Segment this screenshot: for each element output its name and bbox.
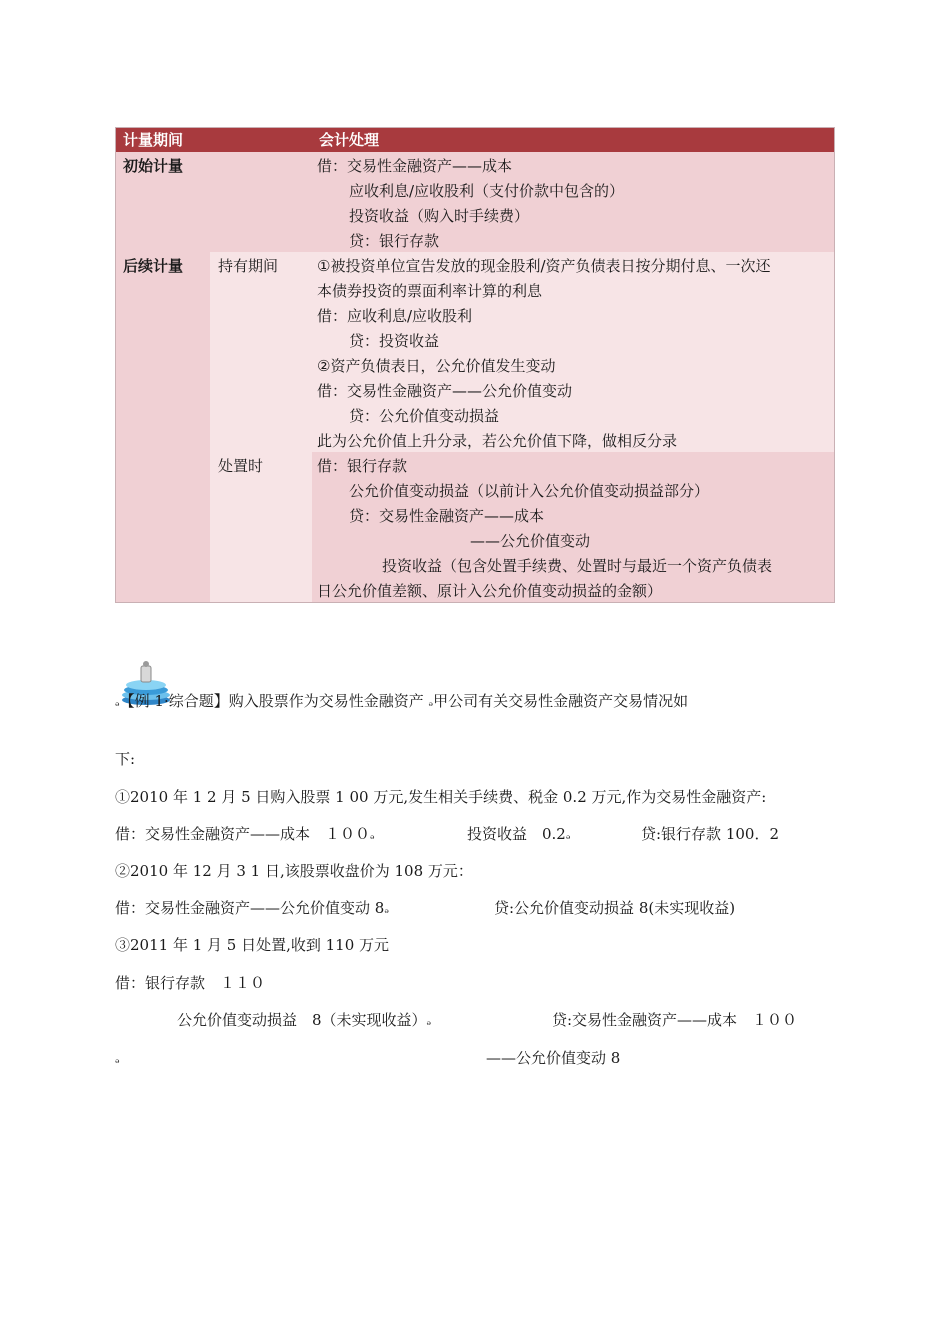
- paragraph-mark-line: [115, 1048, 120, 1069]
- disposal-line: 借：银行存款: [317, 457, 408, 475]
- paragraph-mark: ₔ: [565, 828, 571, 842]
- initial-line: 借：交易性金融资产——成本: [317, 157, 513, 175]
- step-3-text: ③2011 年 1 月 5 日处置,收到 110 万元: [115, 936, 390, 954]
- example-title-cont: 下:: [115, 750, 136, 768]
- holding-line: 贷：公允价值变动损益: [349, 407, 500, 425]
- disposal-label: 处置时: [218, 457, 264, 475]
- holding-line: 此为公允价值上升分录，若公允价值下降，做相反分录: [317, 432, 678, 450]
- entry-2-credit: 贷:公允价值变动损益 8(未实现收益): [494, 899, 736, 917]
- example-title-line: [115, 691, 688, 712]
- entry-1-credit: 贷:银行存款 100．2: [641, 825, 779, 843]
- paragraph-mark: ₔ: [426, 1014, 432, 1028]
- initial-measurement-label: 初始计量: [123, 157, 184, 175]
- paragraph-mark: ₔ: [428, 695, 434, 709]
- initial-line: 贷：银行存款: [349, 232, 440, 250]
- paragraph-mark: ₔ: [370, 828, 375, 842]
- accounting-table: [115, 127, 835, 603]
- holding-line: ②资产负债表日，公允价值发生变动: [317, 357, 556, 375]
- holding-line: ①被投资单位宣告发放的现金股利/资产负债表日按分期付息、一次还: [317, 257, 771, 275]
- disposal-line: 公允价值变动损益（以前计入公允价值变动损益部分）: [349, 482, 710, 500]
- disposal-line: 投资收益（包含处置手续费、处置时与最近一个资产负债表: [382, 557, 773, 575]
- header-treatment: 会计处理: [319, 131, 380, 149]
- holding-period-label: 持有期间: [218, 257, 279, 275]
- example-title-a: 【例 1·综合题】购入股票作为交易性金融资产: [119, 692, 429, 710]
- holding-line: 借：交易性金融资产——公允价值变动: [317, 382, 573, 400]
- entry-3-debit: 借：银行存款 １１０: [115, 974, 266, 992]
- entry-3-credit: 贷:交易性金融资产——成本 １００: [552, 1011, 798, 1029]
- table-header: [116, 128, 834, 152]
- step-1-text: ①2010 年 1 2 月 5 日购入股票 1 00 万元,发生相关手续费、税金 0.2 万元,作为交易性金融资产:: [115, 788, 767, 806]
- paragraph-mark: ₔ: [115, 695, 120, 709]
- entry-3-fv-loss: 公允价值变动损益 8（未实现收益）ₔ: [177, 1011, 432, 1029]
- example-title-b: 甲公司有关交易性金融资产交易情况如: [433, 692, 689, 710]
- holding-line: 借：应收利息/应收股利: [317, 307, 473, 325]
- entry-1-debit: 借：交易性金融资产——成本 １００ₔ: [115, 825, 375, 843]
- step-2-text: ②2010 年 12 月 3 1 日,该股票收盘价为 108 万元：: [115, 862, 473, 880]
- initial-line: 投资收益（购入时手续费）: [349, 207, 530, 225]
- holding-line: 贷：投资收益: [349, 332, 440, 350]
- paragraph-mark: ₔ: [115, 1052, 120, 1066]
- paragraph-mark: ₔ: [384, 902, 389, 916]
- disposal-line: 贷：交易性金融资产——成本: [349, 507, 545, 525]
- disposal-line: 日公允价值差额、原计入公允价值变动损益的金额）: [317, 582, 663, 600]
- entry-1-investment: 投资收益 0.2ₔ: [467, 825, 571, 843]
- subsequent-measurement-label: 后续计量: [123, 257, 184, 275]
- header-period: 计量期间: [123, 131, 184, 149]
- holding-line: 本债券投资的票面利率计算的利息: [317, 282, 543, 300]
- initial-line: 应收利息/应收股利（支付价款中包含的）: [349, 182, 625, 200]
- disposal-line: ——公允价值变动: [470, 532, 591, 550]
- entry-3-credit-fv: ——公允价值变动 8: [486, 1049, 621, 1067]
- subsequent-label-band: [116, 252, 210, 602]
- entry-2-debit: 借：交易性金融资产——公允价值变动 8ₔ: [115, 899, 389, 917]
